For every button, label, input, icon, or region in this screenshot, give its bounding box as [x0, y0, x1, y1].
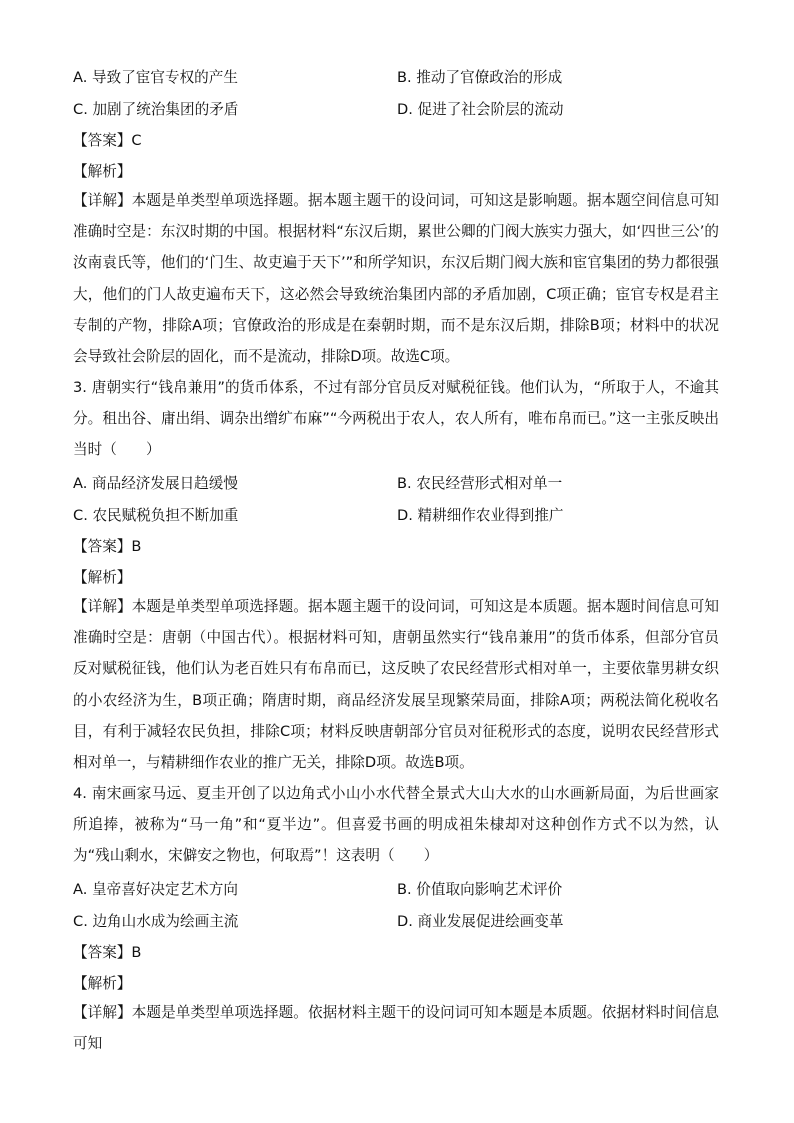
q2-option-b[interactable]: B. 推动了官僚政治的形成 — [397, 69, 563, 86]
q4-options-row-1 — [73, 878, 723, 900]
q2-options-row-1 — [73, 66, 723, 88]
q2-answer: 【答案】C — [73, 132, 142, 149]
q2-option-c[interactable]: C. 加剧了统治集团的矛盾 — [73, 101, 239, 118]
q4-option-c[interactable]: C. 边角山水成为绘画主流 — [73, 913, 239, 930]
q4-option-a[interactable]: A. 皇帝喜好决定艺术方向 — [73, 881, 238, 898]
q4-answer: 【答案】B — [73, 944, 142, 961]
q2-options-row-2 — [73, 98, 723, 120]
q4-analysis-label: 【解析】 — [73, 975, 132, 992]
q2-analysis-label: 【解析】 — [73, 163, 132, 180]
q3-option-a[interactable]: A. 商品经济发展日趋缓慢 — [73, 475, 238, 492]
q3-option-b[interactable]: B. 农民经营形式相对单一 — [397, 475, 563, 492]
q4-option-b[interactable]: B. 价值取向影响艺术评价 — [397, 881, 563, 898]
q2-option-d[interactable]: D. 促进了社会阶层的流动 — [397, 101, 564, 118]
q4-detail: 【详解】本题是单类型单项选择题。依据材料主题干的设问词可知本题是本质题。依据材料时间信息可知 — [73, 1004, 719, 1053]
q2-option-a[interactable]: A. 导致了宦官专权的产生 — [73, 69, 238, 86]
q3-answer: 【答案】B — [73, 538, 142, 555]
q3-option-c[interactable]: C. 农民赋税负担不断加重 — [73, 507, 239, 524]
q3-analysis-label: 【解析】 — [73, 569, 132, 586]
q3-options-row-1 — [73, 472, 723, 494]
q4-options-row-2 — [73, 910, 723, 932]
q4-option-d[interactable]: D. 商业发展促进绘画变革 — [397, 913, 564, 930]
q3-detail: 【详解】本题是单类型单项选择题。据本题主题干的设问词，可知这是本质题。据本题时间信息可知准确时空是：唐朝（中国古代）。根据材料可知，唐朝虽然实行“钱帛兼用”的货币体系，但部分官员反对赋税征钱，他们认为老百姓只有布帛而已，这反映了农民经营形式相对单一，主要依靠男耕女织的小农经济为生，B项正确；隋唐时期，商品经济发展呈现繁荣局面，排除A项；两税法简化税收名目，有利于减轻农民负担，排除C项；材料反映唐朝部分官员对征税形式的态度，说明农民经营形式相对单一，与精耕细作农业的推广无关，排除D项。故选B项。 — [73, 598, 719, 772]
q2-detail: 【详解】本题是单类型单项选择题。据本题主题干的设问词，可知这是影响题。据本题空间信息可知准确时空是：东汉时期的中国。根据材料“东汉后期，累世公卿的门阀大族实力强大，如‘四世三公’的汝南袁氏等，他们的‘门生、故吏遍于天下’”和所学知识，东汉后期门阀大族和宦官集团的势力都很强大，他们的门人故吏遍布天下，这必然会导致统治集团内部的矛盾加剧，C项正确；宦官专权是君主专制的产物，排除A项；官僚政治的形成是在秦朝时期，而不是东汉后期，排除B项；材料中的状况会导致社会阶层的固化，而不是流动，排除D项。故选C项。 — [73, 192, 719, 366]
q3-stem: 3. 唐朝实行“钱帛兼用”的货币体系，不过有部分官员反对赋税征钱。他们认为，“所取于人，不逾其分。租出谷、庸出绢、调杂出缯纩布麻”“今两税出于农人，农人所有，唯布帛而已。”这一主张反映出当时（ ） — [73, 379, 719, 459]
q3-options-row-2 — [73, 504, 723, 526]
q3-option-d[interactable]: D. 精耕细作农业得到推广 — [397, 507, 564, 524]
q4-stem: 4. 南宋画家马远、夏圭开创了以边角式小山小水代替全景式大山大水的山水画新局面，为后世画家所追捧，被称为“马一角”和“夏半边”。但喜爱书画的明成祖朱棣却对这种创作方式不以为然，认为“残山剩水，宋僻安之物也，何取焉”！这表明（ ） — [73, 785, 719, 865]
